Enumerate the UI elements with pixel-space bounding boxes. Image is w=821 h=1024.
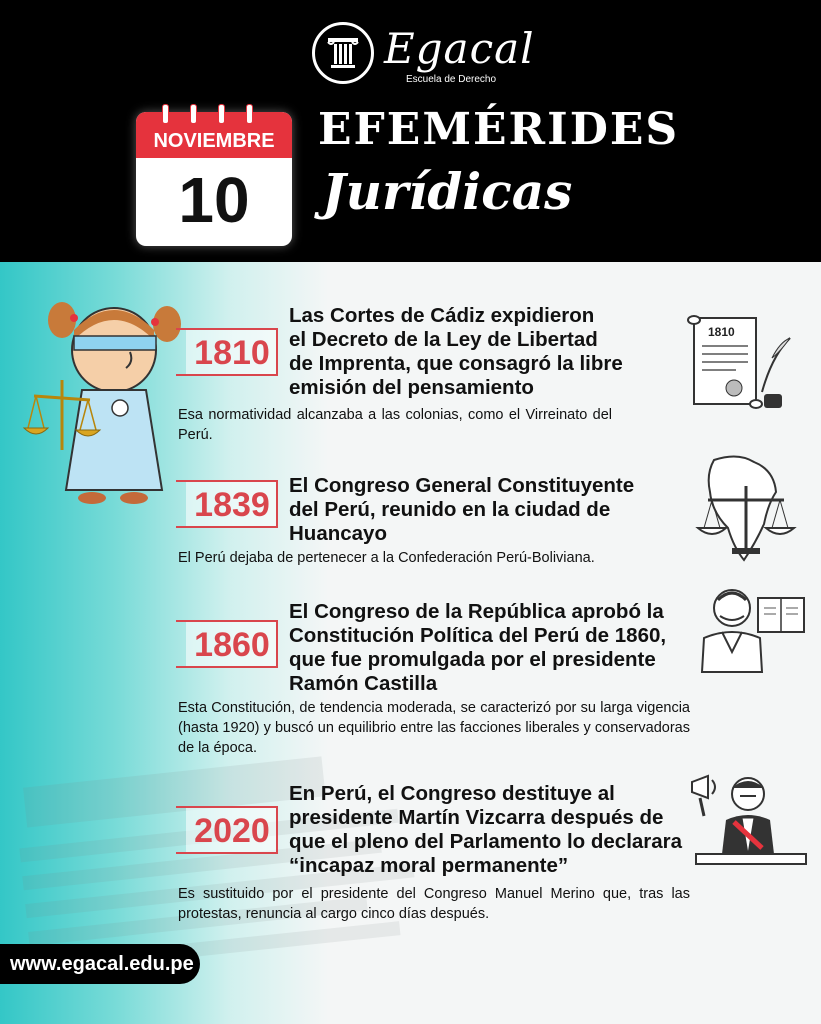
page-title: EFEMÉRIDES bbox=[318, 104, 680, 155]
scroll-year-label: 1810 bbox=[708, 325, 735, 339]
president-portrait-icon bbox=[694, 582, 810, 674]
entry-headline: El Congreso de la República aprobó la Constitución Política del Perú de 1860, que fue promulgada por el presidente Ramón Castilla bbox=[289, 600, 667, 695]
brand-logo bbox=[312, 22, 542, 92]
year-box-2020 bbox=[186, 806, 278, 854]
column-logo-icon bbox=[312, 22, 374, 84]
brand-name: Egacal bbox=[384, 24, 535, 73]
year-box-1810 bbox=[186, 328, 278, 376]
calendar-rings bbox=[162, 104, 272, 122]
calendar-month: NOVIEMBRE bbox=[153, 130, 275, 152]
website-url-link[interactable]: www.egacal.edu.pe bbox=[0, 944, 200, 984]
entry-year: 1810 bbox=[194, 334, 270, 372]
entry-description: Esa normatividad alcanzaba a las colonias, como el Virreinato del Perú. bbox=[178, 407, 612, 443]
justice-girl-mascot bbox=[22, 290, 192, 520]
year-box-1839 bbox=[186, 480, 278, 528]
map-scales-icon bbox=[694, 452, 798, 570]
year-box-1860 bbox=[186, 620, 278, 668]
scroll-quill-icon bbox=[686, 312, 798, 416]
entry-description: Esta Constitución, de tendencia moderada, se caracterizó por su larga vigencia (hasta 1920) y buscó un equilibrio entre las facciones liberales y conservadoras de la época. bbox=[178, 700, 690, 756]
page-subtitle: Jurídicas bbox=[322, 162, 573, 221]
entry-headline: Las Cortes de Cádiz expidieron el Decreto de la Ley de Libertad de Imprenta, que consagró la libre emisión del pensamiento bbox=[289, 304, 623, 399]
entry-year: 2020 bbox=[194, 812, 270, 850]
entry-headline: En Perú, el Congreso destituye al presidente Martín Vizcarra después de que el pleno del Parlamento lo declarara “incapaz moral permanente” bbox=[289, 782, 683, 877]
entry-year: 1839 bbox=[194, 486, 270, 524]
president-megaphone-icon bbox=[686, 768, 810, 872]
calendar-icon bbox=[136, 112, 292, 246]
entry-description: Es sustituido por el presidente del Congreso Manuel Merino que, tras las protestas, renuncia al cargo cinco días después. bbox=[178, 886, 690, 922]
entry-year: 1860 bbox=[194, 626, 270, 664]
entry-headline: El Congreso General Constituyente del Perú, reunido en la ciudad de Huancayo bbox=[289, 474, 635, 545]
entry-description: El Perú dejaba de pertenecer a la Confederación Perú-Boliviana. bbox=[178, 550, 595, 566]
header bbox=[0, 0, 821, 262]
calendar-day: 10 bbox=[178, 164, 250, 236]
brand-subtitle: Escuela de Derecho bbox=[406, 74, 497, 85]
